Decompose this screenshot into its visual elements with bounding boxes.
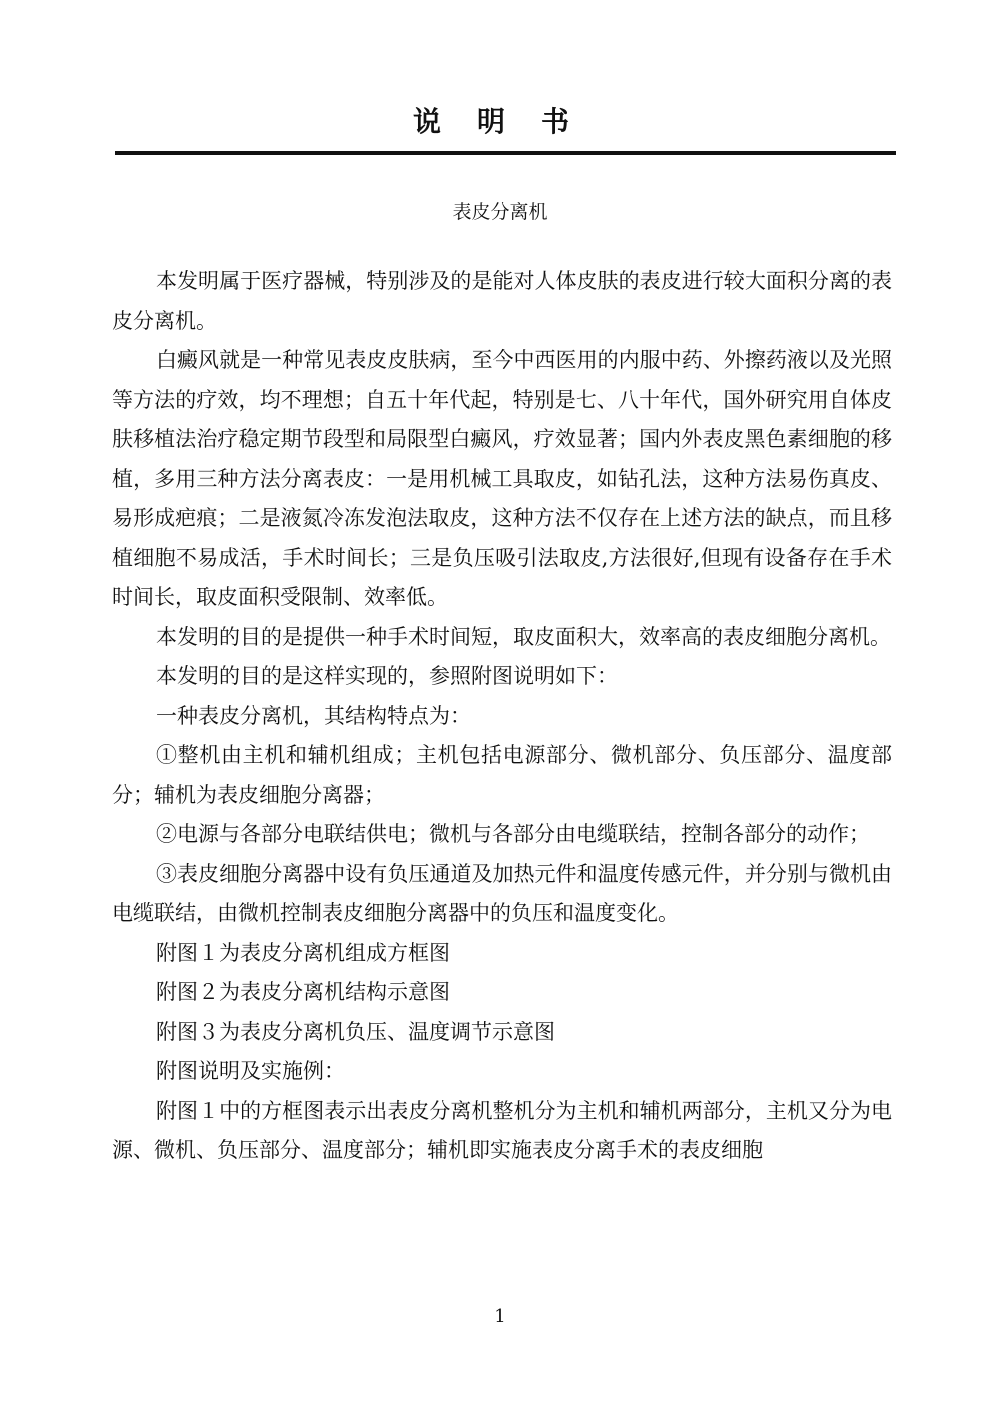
paragraph: 附图２为表皮分离机结构示意图	[156, 980, 450, 1004]
paragraph: 附图１为表皮分离机组成方框图	[156, 940, 450, 965]
paragraph: 附图１中的方框图表示出表皮分离机整机分为主机和辅机两部分，主机又分为电源、微机、负压部分、温度部分；辅机即实施表皮分离手术的表皮细胞	[112, 1098, 892, 1162]
paragraph: 一种表皮分离机，其结构特点为：	[156, 703, 471, 728]
page-number: 1	[494, 1306, 506, 1327]
paragraph: 本发明的目的是提供一种手术时间短，取皮面积大，效率高的表皮细胞分离机。	[156, 624, 891, 649]
paragraph: ①整机由主机和辅机组成；主机包括电源部分、微机部分、负压部分、温度部分；辅机为表皮细胞分离器；	[112, 743, 892, 807]
paragraph: ③表皮细胞分离器中设有负压通道及加热元件和温度传感元件，并分别与微机由电缆联结，由微机控制表皮细胞分离器中的负压和温度变化。	[112, 861, 892, 925]
paragraph: 本发明属于医疗器械，特别涉及的是能对人体皮肤的表皮进行较大面积分离的表皮分离机。	[112, 269, 892, 333]
paragraph: ②电源与各部分电联结供电；微机与各部分由电缆联结，控制各部分的动作；	[156, 822, 870, 846]
body-text	[112, 262, 892, 1171]
paragraph: 附图说明及实施例：	[156, 1059, 345, 1083]
paragraph: 附图３为表皮分离机负压、温度调节示意图	[156, 1019, 555, 1044]
paragraph: 白癜风就是一种常见表皮皮肤病，至今中西医用的内服中药、外擦药液以及光照等方法的疗效，均不理想；自五十年代起，特别是七、八十年代，国外研究用自体皮肤移植法治疗稳定期节段型和局限型白癜风，疗效显著；国内外表皮黑色素细胞的移植，多用三种方法分离表皮：一是用机械工具取皮，如钻孔法，这种方法易伤真皮、易形成疤痕；二是液氮冷冻发泡法取皮，这种方法不仅存在上述方法的缺点，而且移植细胞不易成活，手术时间长；三是负压吸引法取皮,方法很好,但现有设备存在手术时间长，取皮面积受限制、效率低。	[112, 348, 892, 609]
title-rule	[115, 151, 896, 155]
document-subtitle: 表皮分离机	[452, 201, 548, 223]
page-title: 说明书	[412, 105, 605, 138]
paragraph: 本发明的目的是这样实现的，参照附图说明如下：	[156, 664, 618, 688]
